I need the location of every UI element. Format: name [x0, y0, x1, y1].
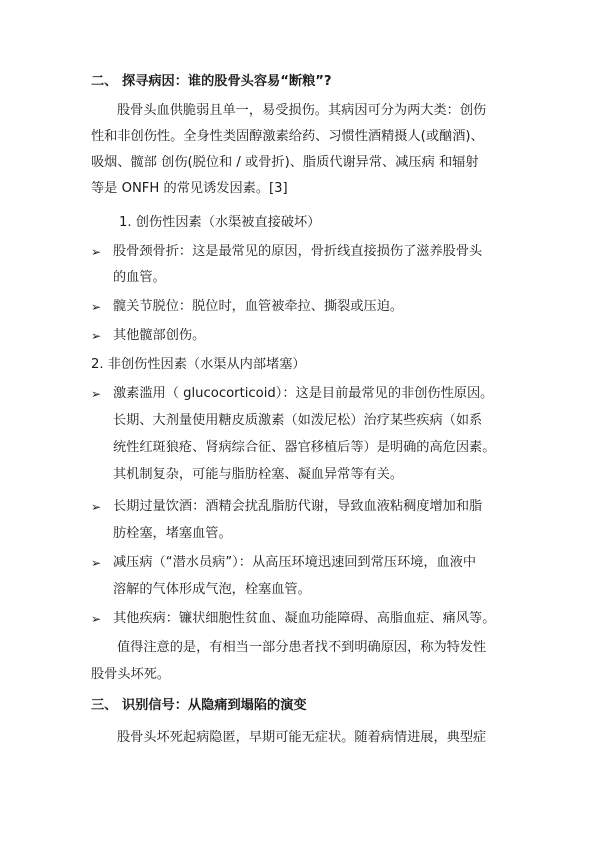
- bullet-arrow-icon: ➢: [91, 612, 102, 626]
- traumatic-title: 1. 创伤性因素（水渠被直接破坏）: [119, 215, 321, 230]
- section-2-heading: 二、 探寻病因：谁的股骨头容易“断粮”?: [91, 74, 332, 89]
- intro-line-4: 等是 ONFH 的常见诱发因素。[3]: [91, 181, 288, 196]
- list-item: 长期过量饮酒：酒精会扰乱脂肪代谢，导致血液粘稠度增加和脂: [113, 499, 483, 514]
- list-item: 股骨颈骨折：这是最常见的原因，骨折线直接损伤了滋养股骨头: [113, 244, 483, 259]
- bullet-arrow-icon: ➢: [91, 329, 102, 343]
- intro-line-3: 吸烟、髋部 创伤(脱位和 / 或骨折)、脂质代谢异常、减压病 和辐射: [91, 155, 479, 170]
- note-line-2: 股骨头坏死。: [91, 667, 171, 682]
- bullet-arrow-icon: ➢: [91, 300, 102, 314]
- list-item: 其他髋部创伤。: [113, 328, 206, 343]
- intro-line-1: 股骨头血供脆弱且单一，易受损伤。其病因可分为两大类：创伤: [117, 103, 487, 118]
- non-traumatic-title: 2. 非创伤性因素（水渠从内部堵塞）: [91, 357, 306, 372]
- bullet-arrow-icon: ➢: [91, 556, 102, 570]
- list-item-continuation: 的血管。: [113, 270, 166, 285]
- list-item-continuation: 溶解的气体形成气泡，栓塞血管。: [113, 582, 311, 597]
- list-item: 其他疾病：镰状细胞性贫血、凝血功能障碍、高脂血症、痛风等。: [113, 611, 496, 626]
- note-line-1: 值得注意的是，有相当一部分患者找不到明确原因，称为特发性: [117, 640, 487, 655]
- list-item: 激素滥用（ glucocorticoid）：这是目前最常见的非创伤性原因。: [113, 386, 494, 401]
- list-item-continuation: 长期、大剂量使用糖皮质激素（如泼尼松）治疗某些疾病（如系: [113, 413, 483, 428]
- intro-line-2: 性和非创伤性。全身性类固醇激素给药、习惯性酒精摄人(或酗酒)、: [91, 129, 484, 144]
- list-item: 减压病（“潜水员病”）：从高压环境迅速回到常压环境，血液中: [113, 555, 477, 570]
- bullet-arrow-icon: ➢: [91, 245, 102, 259]
- list-item-continuation: 其机制复杂，可能与脂肪栓塞、凝血异常等有关。: [113, 467, 404, 482]
- list-item: 髋关节脱位：脱位时，血管被牵拉、撕裂或压迫。: [113, 299, 404, 314]
- section-3-heading: 三、 识别信号：从隐痛到塌陷的演变: [91, 698, 307, 713]
- list-item-continuation: 统性红斑狼疮、肾病综合征、器官移植后等）是明确的高危因素。: [113, 440, 496, 455]
- bullet-arrow-icon: ➢: [91, 387, 102, 401]
- bullet-arrow-icon: ➢: [91, 500, 102, 514]
- list-item-continuation: 肪栓塞，堵塞血管。: [113, 526, 232, 541]
- section-3-intro-line-1: 股骨头坏死起病隐匿，早期可能无症状。随着病情进展，典型症: [117, 730, 487, 745]
